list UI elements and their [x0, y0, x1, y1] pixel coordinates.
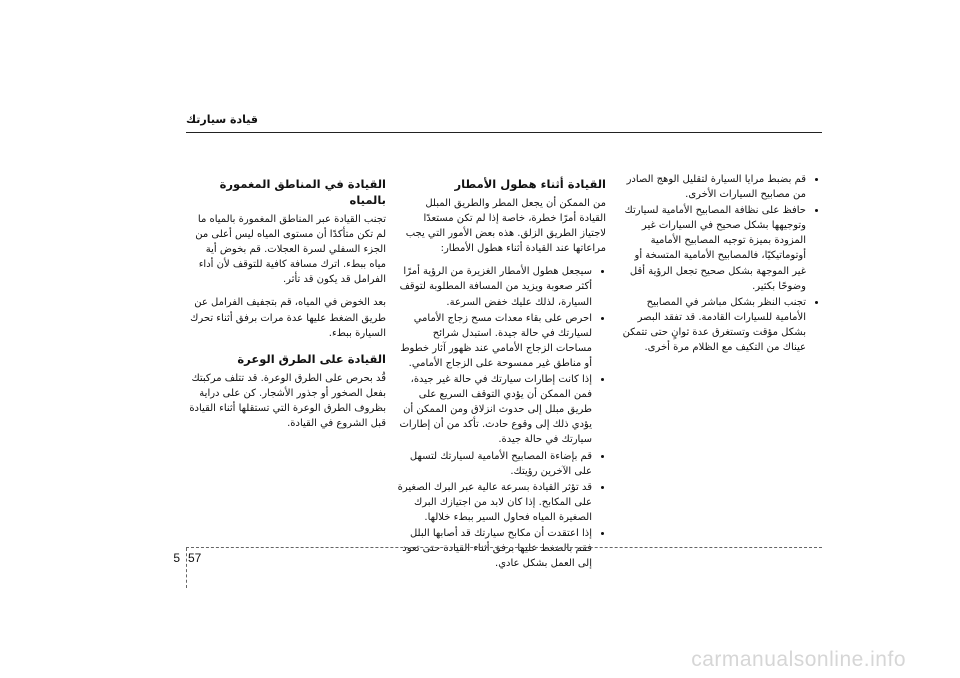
page-header-title: قيادة سيارتك	[186, 113, 258, 126]
list-item: • قم بضبط مرايا السيارة لتقليل الوهج الصادر من مصابيح السيارات الأخرى.	[620, 172, 806, 202]
bullet-list	[396, 264, 606, 571]
footer-divider	[186, 547, 822, 548]
section-heading-rain: القيادة أثناء هطول الأمطار	[454, 177, 606, 191]
page-number	[170, 551, 201, 565]
column-right	[620, 172, 820, 356]
column-left	[186, 176, 386, 439]
list-item: • سيجعل هطول الأمطار الغزيرة من الرؤية أمرًا أكثر صعوبة ويزيد من المسافة المطلوبة لتوقف السيارة، لذلك عليك خفض السرعة.	[396, 264, 592, 309]
section-heading-offroad: القيادة على الطرق الوعرة	[237, 351, 386, 366]
list-item: • قم بإضاءة المصابيح الأمامية لسيارتك لتسهل على الآخرين رؤيتك.	[396, 449, 592, 479]
body-paragraph: قُد بحرص على الطرق الوعرة. قد تتلف مركبتك بفعل الصخور أو جذور الأشجار. كن على دراية بظروف الطرق الوعرة التي تستقلها أثناء القيادة قبل الشروع في القيادة.	[189, 372, 386, 430]
body-paragraph: تجنب القيادة عبر المناطق المغمورة بالمياه ما لم تكن متأكدًا أن مستوى المياه ليس أعلى من الجزء السفلي لسرة العجلات. قم بخوض أية مياه ببطء. اترك مسافة كافية للتوقف لأن أداء الفرامل قد يكون قد تأثر.	[195, 214, 386, 286]
header-divider	[186, 132, 822, 133]
page-number-value: 57	[188, 551, 202, 565]
watermark: carmanualsonline.info	[691, 648, 906, 671]
body-paragraph: بعد الخوض في المياه، قم بتجفيف الفرامل عن طريق الضغط عليها عدة مرات برفق أثناء تحرك السيارة ببطء.	[190, 297, 386, 339]
intro-paragraph: من الممكن أن يجعل المطر والطريق المبلل القيادة أمرًا خطرة، خاصة إذا لم تكن مستعدًا لاجتياز الطريق الزلق. هذه بعض الأمور التي يجب مراعاتها عند القيادة أثناء هطول الأمطار:	[405, 198, 606, 255]
list-item: • حافظ على نظافة المصابيح الأمامية لسيارتك وتوجيهها بشكل صحيح في السيارات غير المزودة بميزة توجيه المصابيح الأمامية أوتوماتيكيًا، فالمصابيح الأمامية المتسخة أو غير الموجهة بشكل صحيح تجعل الرؤية أقل وضوحًا بكثير.	[620, 203, 806, 294]
list-item: • تجنب النظر بشكل مباشر في المصابيح الأمامية للسيارات القادمة. قد تفقد البصر بشكل مؤقت وتستغرق عدة ثوانٍ حتى تتمكن عيناك من التكيف مع الظلام مرة أخرى.	[620, 295, 806, 355]
list-item: • احرص على بقاء معدات مسح زجاج الأمامي لسيارتك في حالة جيدة. استبدل شرائح مساحات الزجاج الأمامي عند ظهور آثار خطوط أو مناطق غير ممسوحة على الزجاج الأمامي.	[396, 311, 592, 371]
list-item: • قد تؤثر القيادة بسرعة عالية عبر البرك الصغيرة على المكابح. إذا كان لابد من اجتيازك البرك الصغيرة المياه فحاول السير ببطء خلالها.	[396, 480, 592, 525]
section-heading-flooded: القيادة في المناطق المغمورة بالمياه	[219, 177, 386, 207]
list-item: • إذا اعتقدت أن مكابح سيارتك قد أصابها البلل فقم بالضغط عليها برفق أثناء القيادة حتى تعود إلى العمل بشكل عادي.	[396, 526, 592, 571]
list-item: • إذا كانت إطارات سيارتك في حالة غير جيدة، فمن الممكن أن يؤدي التوقف السريع على طريق مبلل إلى حدوث انزلاق ومن الممكن أن يؤدي ذلك إلى وقوع حادث. تأكد من أن إطارات سيارتك في حالة جيدة.	[396, 372, 592, 447]
chapter-number: 5	[173, 551, 180, 565]
bullet-list	[620, 172, 820, 355]
column-middle	[396, 176, 606, 572]
